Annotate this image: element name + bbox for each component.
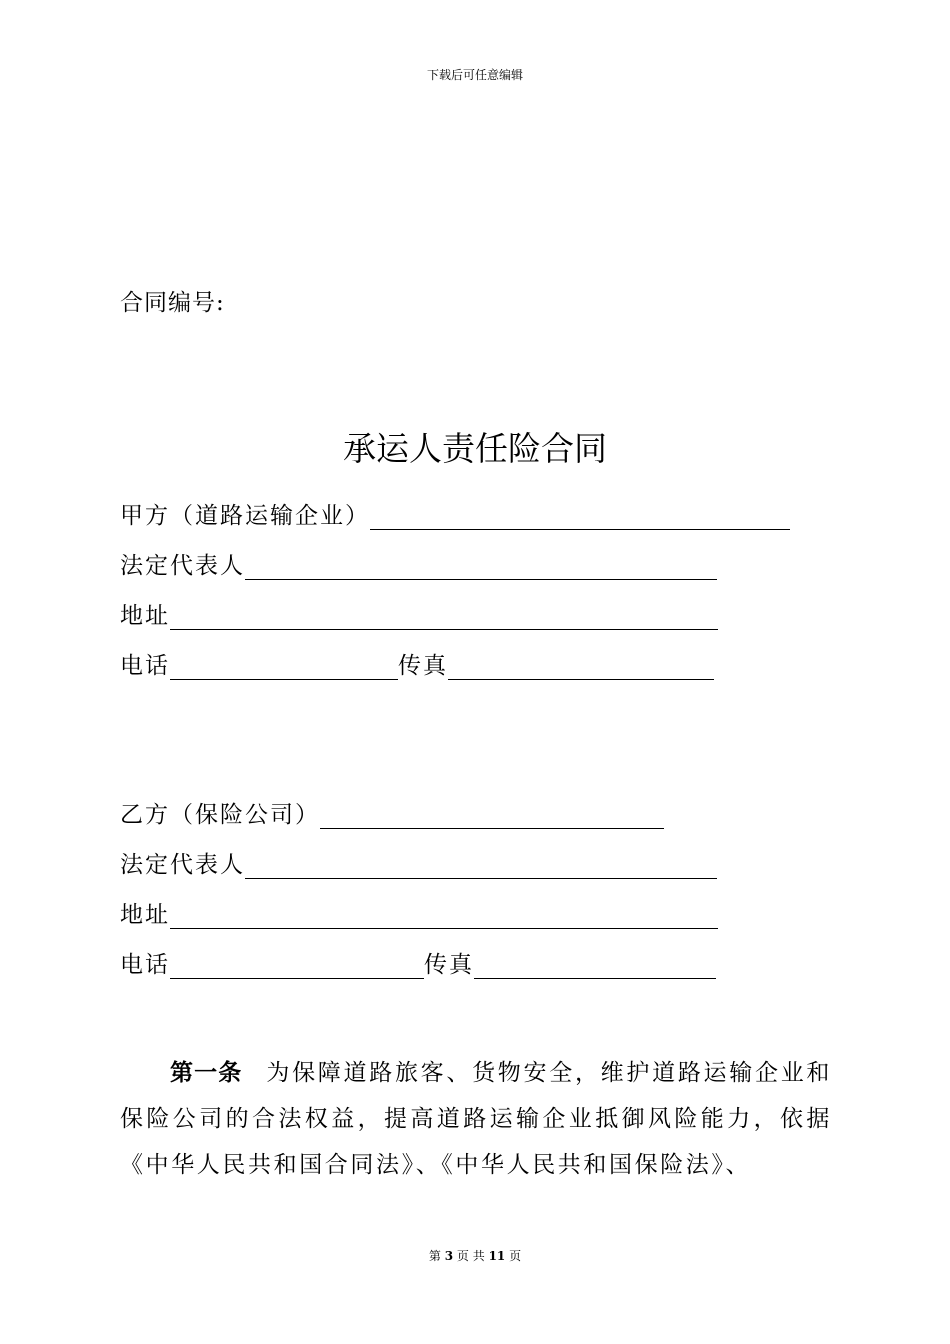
page-mid: 页 共 [456,1249,485,1263]
party-b-address-row [120,899,718,929]
party-a-legal-rep-row [120,550,717,580]
party-b-fax-blank[interactable] [474,954,716,979]
party-a-fax-blank[interactable] [448,655,714,680]
party-b-address-label: 地址 [120,902,170,928]
party-b-phone-label: 电话 [120,952,170,978]
party-a-phone-label: 电话 [120,653,170,679]
party-a-phone-fax-row [120,650,714,680]
page-footer [0,1247,950,1264]
page-prefix: 第 [428,1249,441,1263]
article-1-text: 为保障道路旅客、货物安全，维护道路运输企业和保险公司的合法权益，提高道路运输企业抵御风险能力，依据《中华人民共和国合同法》、《中华人民共和国保险法》、 [120,1060,833,1178]
party-b-phone-blank[interactable] [170,954,424,979]
party-b-legal-rep-row [120,849,717,879]
party-a-address-blank[interactable] [170,605,718,630]
party-a-address-label: 地址 [120,603,170,629]
party-a-fax-label: 传真 [398,653,448,679]
party-a-legal-rep-blank[interactable] [245,555,717,580]
total-page-number: 11 [488,1249,506,1263]
contract-number-label: 合同编号: [120,290,225,316]
party-a-legal-rep-label: 法定代表人 [120,553,245,579]
document-title: 承运人责任险合同 [343,429,607,468]
party-b-name-blank[interactable] [320,804,664,829]
party-b-phone-fax-row [120,949,716,979]
article-1-paragraph [120,1050,832,1188]
party-b-legal-rep-label: 法定代表人 [120,852,245,878]
party-a-name-blank[interactable] [370,505,790,530]
party-a-label: 甲方（道路运输企业） [120,503,370,529]
page-suffix: 页 [509,1249,522,1263]
party-b-address-blank[interactable] [170,904,718,929]
article-1-heading: 第一条 [170,1060,243,1086]
party-b-name-row [120,799,664,829]
party-b-legal-rep-blank[interactable] [245,854,717,879]
page-header-note: 下载后可任意编辑 [426,68,523,82]
party-a-name-row [120,500,790,530]
party-b-label: 乙方（保险公司） [120,802,320,828]
party-a-phone-blank[interactable] [170,655,398,680]
party-a-address-row [120,600,718,630]
current-page-number: 3 [444,1249,454,1263]
party-b-fax-label: 传真 [424,952,474,978]
